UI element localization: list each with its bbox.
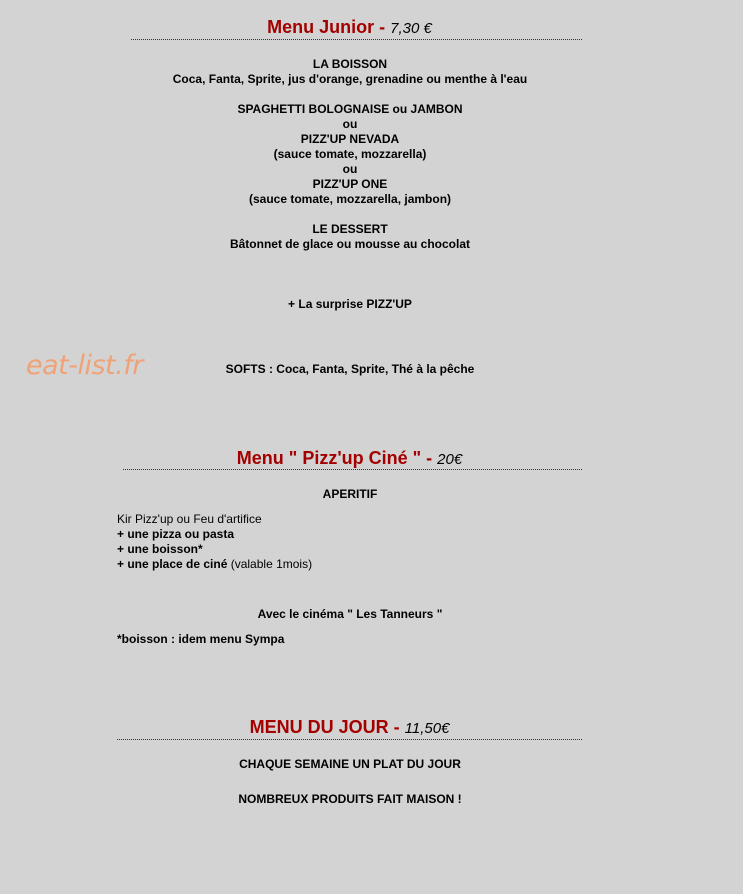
cine-item-2 <box>117 527 234 542</box>
menu-jour-price: 11,50€ <box>404 720 450 737</box>
junior-softs: SOFTS : Coca, Fanta, Sprite, Thé à la pêche <box>225 362 475 376</box>
jour-line-1: CHAQUE SEMAINE UN PLAT DU JOUR <box>239 757 461 771</box>
menu-junior-dash: - <box>379 17 386 37</box>
cine-cinema: Avec le cinéma " Les Tanneurs " <box>257 607 443 621</box>
menu-jour-dash: - <box>393 717 400 737</box>
junior-dessert-desc: Bâtonnet de glace ou mousse au chocolat <box>229 237 471 251</box>
menu-jour-name: MENU DU JOUR <box>249 717 389 737</box>
junior-or-2: ou <box>342 162 358 176</box>
junior-dessert-title: LE DESSERT <box>312 222 388 236</box>
junior-or-1: ou <box>342 117 358 131</box>
cine-item-3-text: + une boisson* <box>117 542 203 556</box>
menu-cine-divider <box>123 469 582 470</box>
watermark-logo: eat-list.fr <box>26 350 143 381</box>
cine-item-2-text: + une pizza ou pasta <box>117 527 235 541</box>
cine-item-1 <box>117 512 262 527</box>
junior-drink-desc: Coca, Fanta, Sprite, jus d'orange, grenadine ou menthe à l'eau <box>172 72 528 86</box>
junior-drink-title: LA BOISSON <box>312 57 388 71</box>
cine-aperitif: APERITIF <box>322 487 378 501</box>
junior-main-3-desc: (sauce tomate, mozzarella, jambon) <box>248 192 452 206</box>
menu-junior-name: Menu Junior <box>267 17 375 37</box>
cine-item-3 <box>117 542 203 557</box>
cine-note-text: *boisson : idem menu Sympa <box>117 632 285 646</box>
menu-junior-price: 7,30 € <box>390 20 432 37</box>
junior-main-2: PIZZ'UP NEVADA <box>300 132 400 146</box>
menu-cine-dash: - <box>426 448 433 468</box>
cine-item-4-note: (valable 1mois) <box>227 557 313 571</box>
junior-main-3: PIZZ'UP ONE <box>312 177 388 191</box>
junior-surprise: + La surprise PIZZ'UP <box>288 297 412 311</box>
menu-cine-title <box>0 448 721 469</box>
menu-junior-title <box>0 17 721 38</box>
cine-item-4-bold: + une place de ciné <box>117 557 228 571</box>
junior-main-2-desc: (sauce tomate, mozzarella) <box>273 147 427 161</box>
menu-jour-divider <box>117 739 582 740</box>
jour-line-2: NOMBREUX PRODUITS FAIT MAISON ! <box>238 792 462 806</box>
menu-cine-name: Menu " Pizz'up Ciné " <box>236 448 422 468</box>
menu-junior-divider <box>131 39 582 40</box>
junior-main-1: SPAGHETTI BOLOGNAISE ou JAMBON <box>237 102 463 116</box>
cine-item-4 <box>117 557 312 572</box>
cine-item-1-text: Kir Pizz'up ou Feu d'artifice <box>117 512 262 526</box>
menu-jour-title <box>0 717 721 738</box>
cine-note <box>117 632 284 647</box>
menu-cine-price: 20€ <box>437 451 463 468</box>
